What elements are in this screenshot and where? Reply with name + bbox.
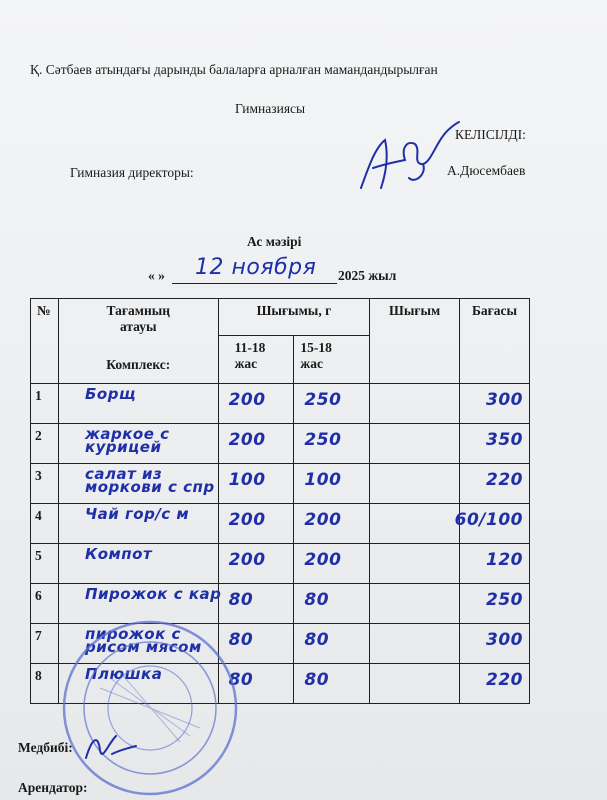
price-cell-text: 300 [486,630,523,650]
header-dish [58,299,218,384]
yield-15-18 [294,424,370,464]
price-cell-text: 120 [486,550,523,570]
school-name-line2: Гимназиясы [235,101,306,116]
header-age2 [294,336,370,384]
row-number-text: 4 [35,508,42,523]
row-number-text: 8 [35,668,42,683]
price-cell [460,424,530,464]
director-signature [355,118,465,198]
approved-label: КЕЛІСІЛДІ: [455,127,526,142]
yield-15-18-text: 200 [304,550,342,570]
yield-15-18 [294,384,370,424]
yield-15-18-text: 80 [304,630,330,650]
price-cell-text: 350 [486,430,523,450]
date-quotes: « » [148,268,165,283]
row-number [31,544,59,584]
dish-name [58,424,218,464]
output-cell [370,664,460,704]
date-underline [172,283,337,284]
row-number [31,384,59,424]
output-cell [370,424,460,464]
date-year: 2025 жыл [338,268,397,283]
yield-15-18 [294,464,370,504]
dish-name [58,544,218,584]
director-label: Гимназия директоры: [70,165,194,180]
output-cell [370,544,460,584]
output-cell [370,504,460,544]
price-cell [460,544,530,584]
table-row [31,504,530,544]
dish-name-text: Борщ [84,385,137,403]
header-dish-line1: Тағамның [106,303,171,318]
row-number-text: 1 [35,388,42,403]
yield-11-18-text: 200 [228,430,266,450]
yield-15-18-text: 100 [304,470,342,490]
yield-11-18 [218,544,294,584]
yield-11-18-text: 80 [228,630,254,650]
yield-15-18 [294,624,370,664]
header-num: № [31,299,59,384]
school-name-line1: Қ. Сәтбаев атындағы дарынды балаларға арналған мамандандырылған [30,62,438,77]
yield-15-18-text: 80 [304,670,330,690]
header-age1-range: 11-18 [234,340,266,355]
price-cell-text: 220 [486,470,523,490]
output-cell [370,464,460,504]
header-age1 [218,336,294,384]
dish-name-text: Компот [84,545,153,563]
yield-15-18-text: 80 [304,590,330,610]
table-row [31,424,530,464]
director-name: А.Дюсембаев [447,163,526,178]
menu-title: Ас мәзірі [247,234,302,249]
price-cell [454,504,530,544]
yield-15-18 [294,544,370,584]
price-cell [460,584,530,624]
output-cell [370,584,460,624]
header-age2-range: 15-18 [300,340,332,355]
yield-11-18 [218,424,294,464]
yield-15-18 [294,504,370,544]
row-number [31,504,59,544]
price-cell-text: 60/100 [454,510,523,530]
price-cell [460,384,530,424]
row-number-text: 5 [35,548,42,563]
row-number [31,624,59,664]
yield-15-18-text: 200 [304,510,342,530]
tenant-label: Арендатор: [18,780,88,795]
table-row [31,464,530,504]
yield-11-18 [218,504,294,544]
yield-11-18 [218,464,294,504]
header-price: Бағасы [460,299,530,384]
yield-11-18-text: 200 [228,510,266,530]
header-output: Шығым [370,299,460,384]
price-cell-text: 220 [486,670,523,690]
yield-11-18 [218,384,294,424]
price-cell [460,464,530,504]
row-number [31,424,59,464]
yield-15-18 [294,584,370,624]
yield-11-18-text: 80 [228,590,254,610]
row-number-text: 2 [35,428,42,443]
dish-name [58,384,218,424]
dish-name-text: пирожок с рисом мясом [84,625,202,656]
yield-11-18-text: 200 [228,390,266,410]
official-stamp [60,618,240,798]
header-complex: Комплекс: [106,357,171,372]
dish-name-text: жаркое с курицей [84,425,170,456]
dish-name-text: Плюшка [84,665,163,683]
dish-name [58,464,218,504]
header-dish-line2: атауы [119,319,157,334]
date-handwritten: 12 ноября [195,255,317,280]
price-cell-text: 250 [486,590,523,610]
yield-15-18 [294,664,370,704]
price-cell-text: 300 [486,390,523,410]
row-number-text: 7 [35,628,42,643]
row-number-text: 6 [35,588,42,603]
row-number [31,664,59,704]
yield-11-18-text: 200 [228,550,266,570]
row-number [31,464,59,504]
row-number [31,584,59,624]
yield-15-18-text: 250 [304,390,342,410]
dish-name-text: Пирожок с кар [84,585,222,603]
price-cell [460,624,530,664]
nurse-label: Медбибі: [18,740,73,755]
output-cell [370,384,460,424]
header-yield: Шығымы, г [218,299,370,336]
header-age2-unit: жас [300,356,323,371]
dish-name-text: салат из моркови с спр [84,465,215,496]
price-cell [460,664,530,704]
table-row [31,544,530,584]
yield-11-18-text: 100 [228,470,266,490]
dish-name-text: Чай гор/с м [84,505,190,523]
dish-name [58,504,218,544]
header-age1-unit: жас [234,356,258,371]
nurse-signature [82,728,142,768]
table-row [31,384,530,424]
output-cell [370,624,460,664]
row-number-text: 3 [35,468,42,483]
yield-11-18-text: 80 [228,670,254,690]
yield-15-18-text: 250 [304,430,342,450]
